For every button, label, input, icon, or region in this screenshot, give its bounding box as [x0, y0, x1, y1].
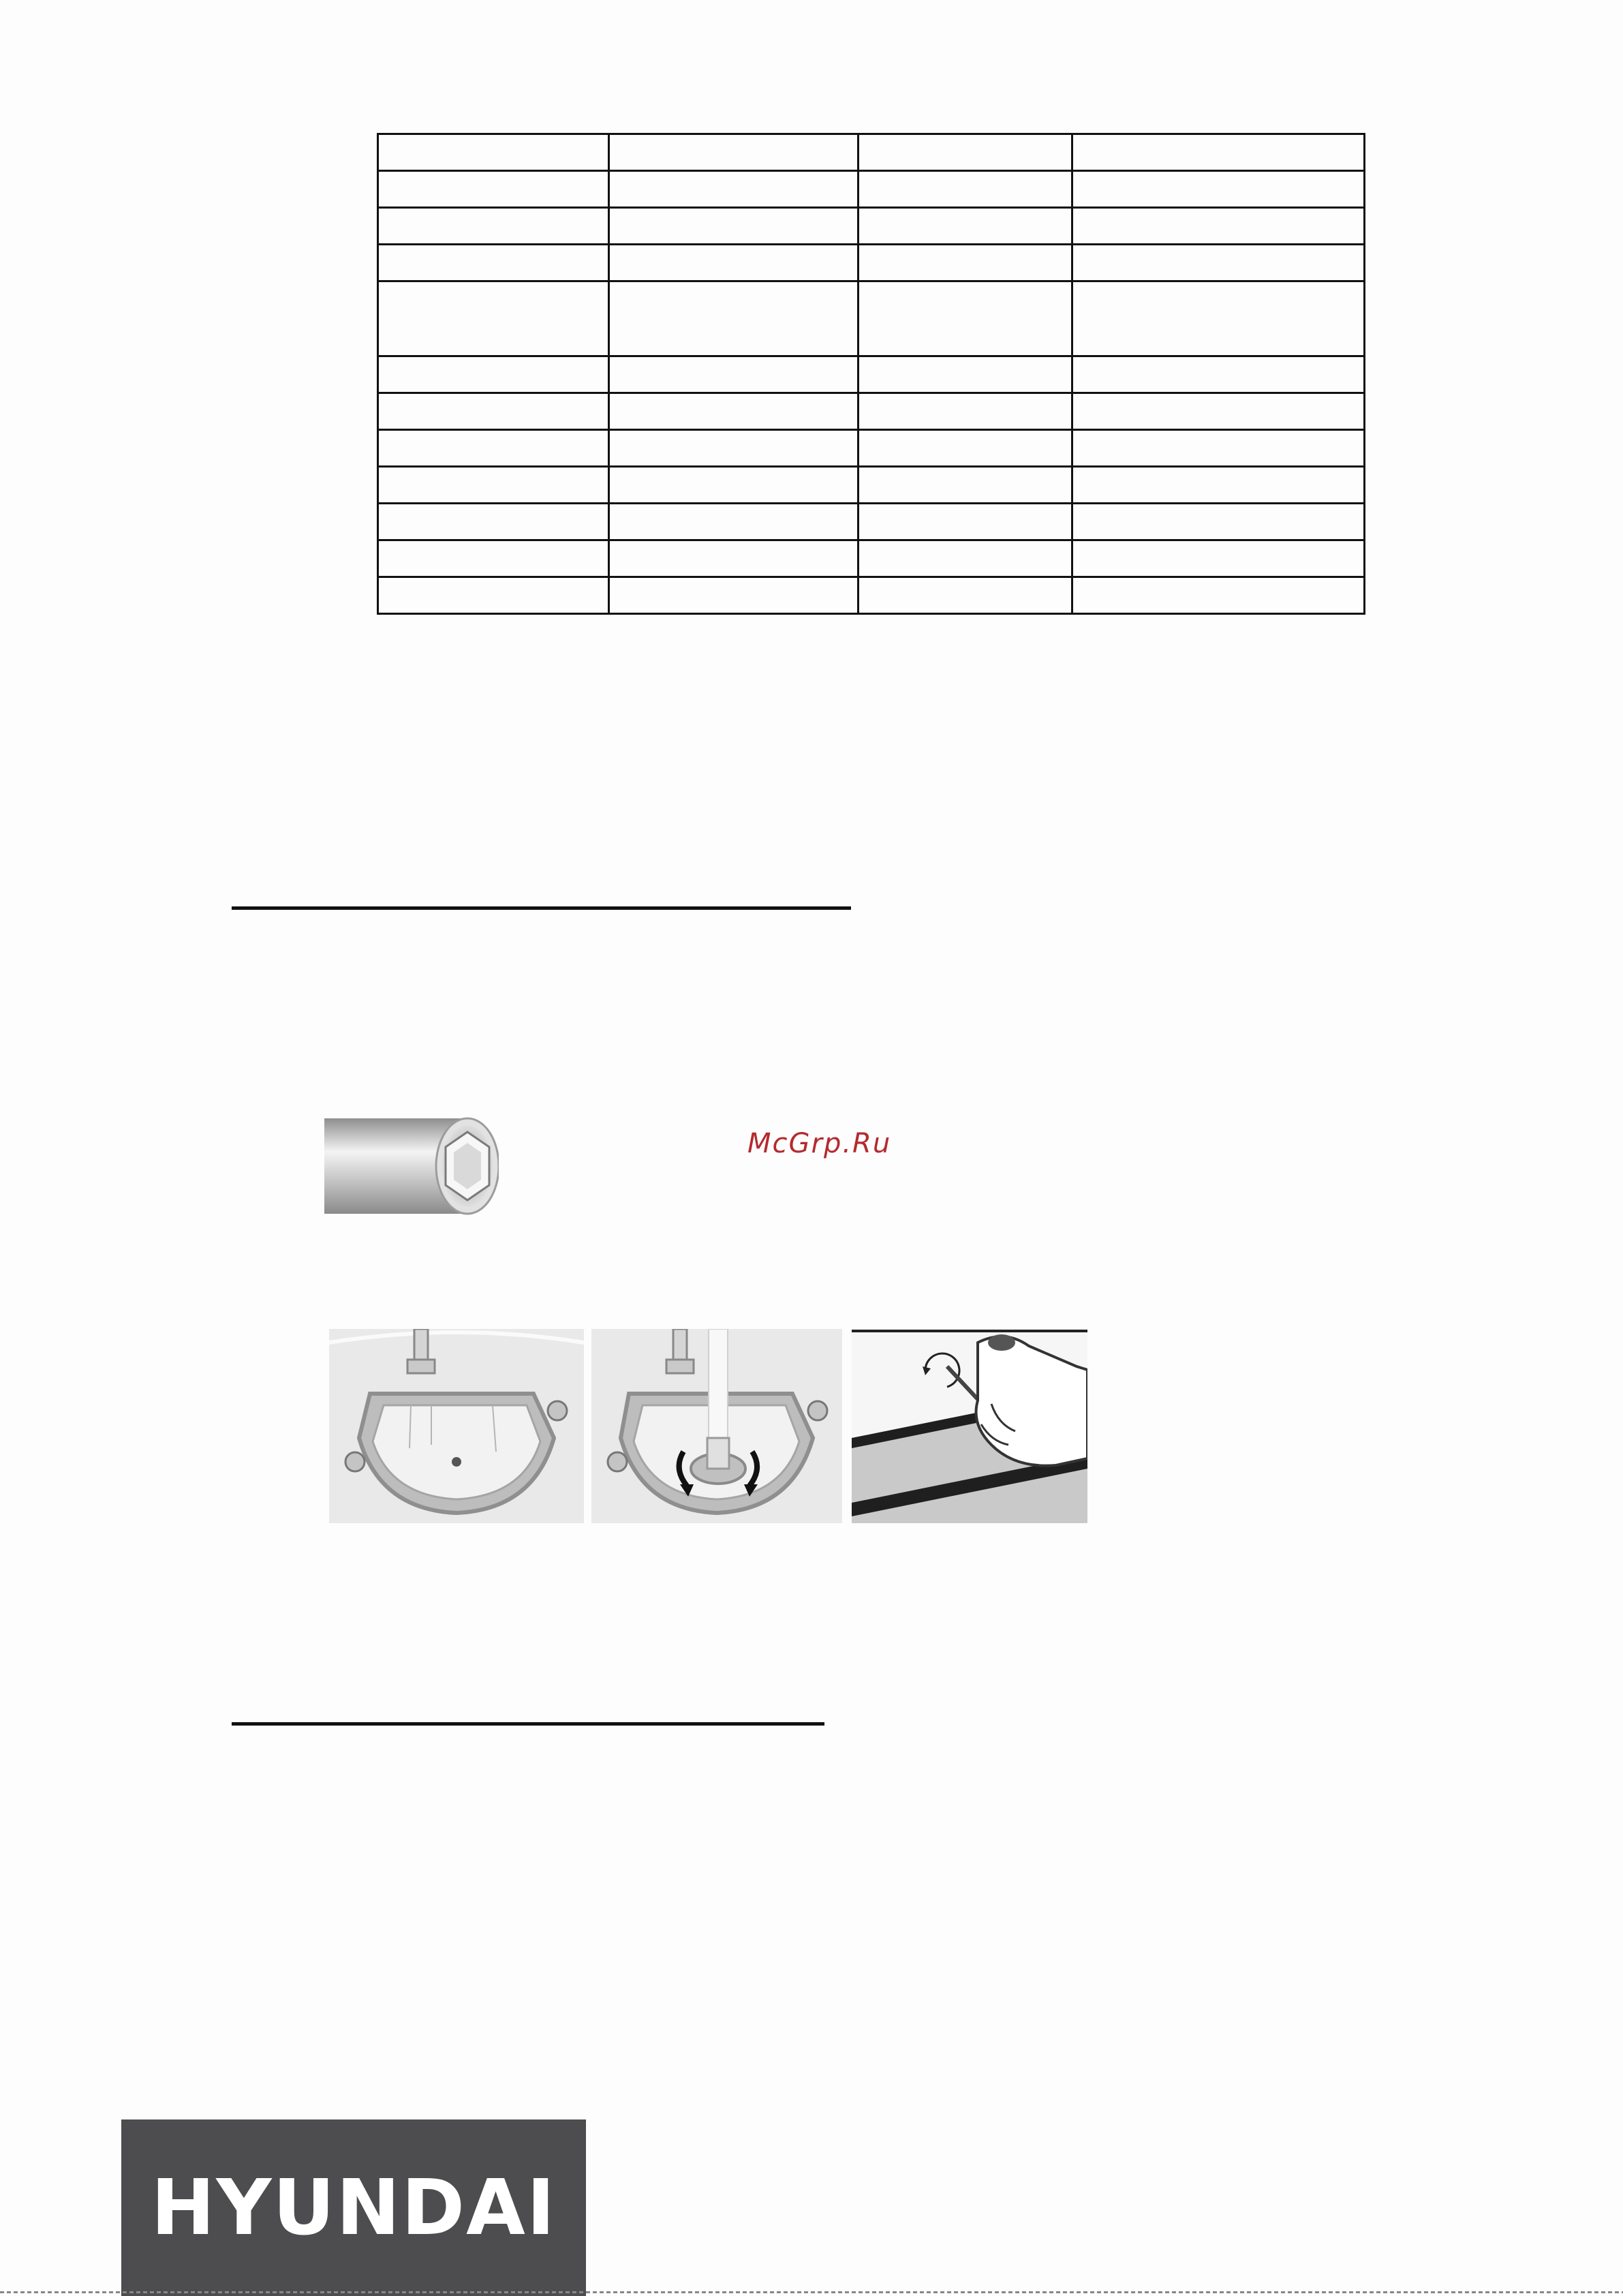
- table-cell: [859, 393, 1072, 430]
- table-cell: [378, 171, 609, 208]
- table-cell: [859, 245, 1072, 281]
- table-cell: [378, 134, 609, 171]
- table-cell: [609, 171, 859, 208]
- table-cell: [609, 540, 859, 577]
- table-row: [378, 171, 1365, 208]
- watermark: McGrp.Ru: [747, 1128, 892, 1159]
- footer-divider: [0, 2291, 1623, 2293]
- table-cell: [1072, 430, 1365, 467]
- table-cell: [859, 540, 1072, 577]
- table-row: [378, 281, 1365, 356]
- table-cell: [609, 281, 859, 356]
- table-cell: [609, 134, 859, 171]
- table-cell: [609, 430, 859, 467]
- table-cell: [378, 467, 609, 504]
- table-row: [378, 430, 1365, 467]
- table-cell: [378, 430, 609, 467]
- table-cell: [1072, 281, 1365, 356]
- table-cell: [859, 171, 1072, 208]
- hex-socket-icon: [324, 1116, 499, 1216]
- table-cell: [859, 577, 1072, 614]
- section-rule-2: [232, 1722, 824, 1726]
- brand-logo-text: HYUNDAI: [151, 2163, 557, 2252]
- table-cell: [859, 134, 1072, 171]
- table-cell: [1072, 134, 1365, 171]
- table-row: [378, 577, 1365, 614]
- table-cell: [609, 356, 859, 393]
- spec-table-body: [378, 134, 1365, 614]
- section-rule-1: [232, 906, 851, 910]
- table-cell: [1072, 467, 1365, 504]
- table-row: [378, 540, 1365, 577]
- table-cell: [1072, 577, 1365, 614]
- table-cell: [1072, 245, 1365, 281]
- table-cell: [1072, 356, 1365, 393]
- table-cell: [378, 540, 609, 577]
- table-cell: [609, 245, 859, 281]
- table-cell: [1072, 171, 1365, 208]
- table-cell: [859, 467, 1072, 504]
- spec-table: [377, 133, 1365, 615]
- table-cell: [1072, 208, 1365, 245]
- table-row: [378, 504, 1365, 540]
- table-row: [378, 467, 1365, 504]
- table-cell: [378, 504, 609, 540]
- table-cell: [378, 208, 609, 245]
- brand-logo: [121, 2119, 586, 2296]
- table-cell: [378, 281, 609, 356]
- table-cell: [609, 504, 859, 540]
- table-cell: [1072, 504, 1365, 540]
- table-cell: [859, 208, 1072, 245]
- table-row: [378, 208, 1365, 245]
- table-cell: [1072, 393, 1365, 430]
- filter-bowl-rotate-figure: [591, 1329, 842, 1523]
- table-cell: [859, 281, 1072, 356]
- table-cell: [859, 356, 1072, 393]
- table-cell: [378, 577, 609, 614]
- table-cell: [609, 208, 859, 245]
- table-row: [378, 134, 1365, 171]
- table-cell: [859, 504, 1072, 540]
- table-cell: [859, 430, 1072, 467]
- table-row: [378, 393, 1365, 430]
- screwdriver-hand-figure: [852, 1329, 1087, 1523]
- table-cell: [609, 393, 859, 430]
- table-cell: [609, 577, 859, 614]
- filter-bowl-figure: [329, 1329, 584, 1523]
- table-cell: [378, 393, 609, 430]
- table-row: [378, 356, 1365, 393]
- table-cell: [609, 467, 859, 504]
- table-cell: [378, 356, 609, 393]
- table-row: [378, 245, 1365, 281]
- table-cell: [1072, 540, 1365, 577]
- table-cell: [378, 245, 609, 281]
